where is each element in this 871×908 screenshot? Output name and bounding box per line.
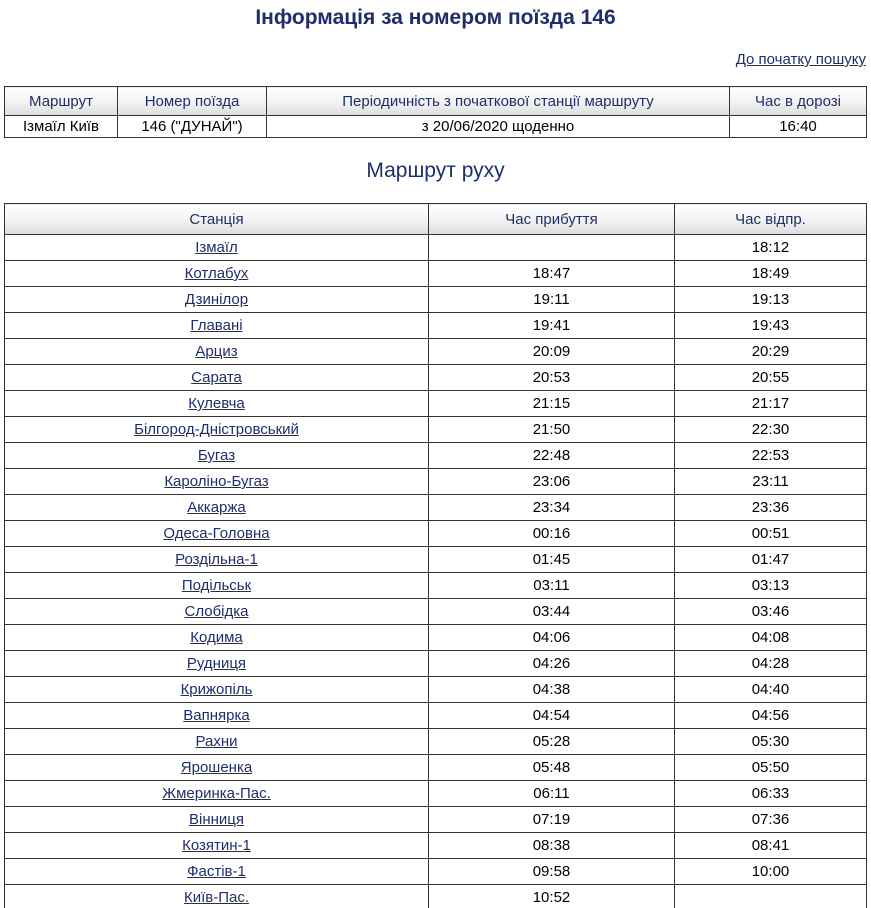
arrival-time-cell: 04:06	[429, 625, 675, 651]
route-header-row	[5, 204, 867, 235]
table-row	[5, 703, 867, 729]
departure-time-cell: 18:12	[675, 235, 867, 261]
station-link[interactable]: Слобідка	[184, 603, 249, 620]
arrival-time-cell: 05:48	[429, 755, 675, 781]
departure-time-cell: 05:50	[675, 755, 867, 781]
arrival-time-cell: 21:50	[429, 417, 675, 443]
station-cell	[5, 859, 429, 885]
table-row	[5, 339, 867, 365]
arrival-time-cell: 04:54	[429, 703, 675, 729]
arrival-time-cell: 07:19	[429, 807, 675, 833]
table-row	[5, 521, 867, 547]
station-cell	[5, 729, 429, 755]
station-link[interactable]: Білгород-Дністровський	[134, 421, 299, 438]
column-header-departure: Час відпр.	[675, 204, 867, 235]
table-row	[5, 625, 867, 651]
train-info-table	[4, 86, 867, 138]
table-row	[5, 807, 867, 833]
table-row	[5, 261, 867, 287]
station-cell	[5, 781, 429, 807]
arrival-time-cell: 18:47	[429, 261, 675, 287]
departure-time-cell: 04:56	[675, 703, 867, 729]
station-cell	[5, 235, 429, 261]
arrival-time-cell: 20:09	[429, 339, 675, 365]
station-link[interactable]: Одеса-Головна	[163, 525, 270, 542]
station-cell	[5, 287, 429, 313]
arrival-time-cell: 03:44	[429, 599, 675, 625]
station-link[interactable]: Жмеринка-Пас.	[162, 785, 271, 802]
station-cell	[5, 495, 429, 521]
station-link[interactable]: Крижопіль	[180, 681, 253, 698]
station-link[interactable]: Роздільна-1	[175, 551, 258, 568]
station-cell	[5, 703, 429, 729]
departure-time-cell: 22:30	[675, 417, 867, 443]
station-cell	[5, 807, 429, 833]
station-cell	[5, 469, 429, 495]
arrival-time-cell: 20:53	[429, 365, 675, 391]
table-row	[5, 833, 867, 859]
column-header-arrival: Час прибуття	[429, 204, 675, 235]
table-row	[5, 677, 867, 703]
station-link[interactable]: Фастів-1	[187, 863, 246, 880]
column-header-route: Маршрут	[5, 87, 118, 116]
station-cell	[5, 313, 429, 339]
station-cell	[5, 261, 429, 287]
station-link[interactable]: Київ-Пас.	[183, 889, 250, 906]
departure-time-cell: 04:08	[675, 625, 867, 651]
station-link[interactable]: Подільськ	[181, 577, 252, 594]
departure-time-cell: 19:43	[675, 313, 867, 339]
station-cell	[5, 339, 429, 365]
route-section-title: Маршрут руху	[366, 159, 505, 182]
page-title: Інформація за номером поїзда 146	[255, 6, 616, 29]
route-table	[4, 203, 867, 908]
arrival-time-cell	[429, 235, 675, 261]
station-cell	[5, 677, 429, 703]
departure-time-cell: 03:46	[675, 599, 867, 625]
departure-time-cell: 04:40	[675, 677, 867, 703]
arrival-time-cell: 10:52	[429, 885, 675, 908]
column-header-travel-time: Час в дорозі	[730, 87, 867, 116]
station-cell	[5, 443, 429, 469]
departure-time-cell: 10:00	[675, 859, 867, 885]
station-cell	[5, 833, 429, 859]
station-link[interactable]: Кулевча	[188, 395, 245, 412]
station-cell	[5, 547, 429, 573]
station-cell	[5, 573, 429, 599]
departure-time-cell: 04:28	[675, 651, 867, 677]
table-row	[5, 599, 867, 625]
table-row	[5, 651, 867, 677]
table-row	[5, 235, 867, 261]
station-cell	[5, 365, 429, 391]
table-row	[5, 547, 867, 573]
table-row	[5, 287, 867, 313]
departure-time-cell: 20:55	[675, 365, 867, 391]
table-row	[5, 755, 867, 781]
table-row	[5, 391, 867, 417]
station-cell	[5, 391, 429, 417]
station-cell	[5, 651, 429, 677]
station-link[interactable]: Ярошенка	[180, 759, 253, 776]
station-link[interactable]: Рахни	[195, 733, 238, 750]
column-header-train-number: Номер поїзда	[118, 87, 267, 116]
table-row	[5, 495, 867, 521]
arrival-time-cell: 08:38	[429, 833, 675, 859]
table-row	[5, 469, 867, 495]
departure-time-cell: 21:17	[675, 391, 867, 417]
arrival-time-cell: 23:34	[429, 495, 675, 521]
station-link[interactable]: Рудниця	[186, 655, 247, 672]
periodicity-value: з 20/06/2020 щоденно	[267, 116, 730, 138]
train-number-value: 146 ("ДУНАЙ")	[118, 116, 267, 138]
arrival-time-cell: 04:26	[429, 651, 675, 677]
train-info-header-row	[5, 87, 867, 116]
departure-time-cell: 20:29	[675, 339, 867, 365]
station-link[interactable]: Ізмаїл	[195, 239, 238, 256]
departure-time-cell: 23:11	[675, 469, 867, 495]
arrival-time-cell: 05:28	[429, 729, 675, 755]
departure-time-cell: 03:13	[675, 573, 867, 599]
arrival-time-cell: 23:06	[429, 469, 675, 495]
back-to-search-link[interactable]: До початку пошуку	[735, 51, 866, 68]
arrival-time-cell: 06:11	[429, 781, 675, 807]
arrival-time-cell: 00:16	[429, 521, 675, 547]
departure-time-cell: 22:53	[675, 443, 867, 469]
departure-time-cell: 01:47	[675, 547, 867, 573]
station-cell	[5, 417, 429, 443]
arrival-time-cell: 03:11	[429, 573, 675, 599]
table-row	[5, 443, 867, 469]
table-row	[5, 729, 867, 755]
table-row	[5, 573, 867, 599]
station-cell	[5, 521, 429, 547]
station-cell	[5, 755, 429, 781]
table-row	[5, 417, 867, 443]
travel-time-value: 16:40	[730, 116, 867, 138]
station-link[interactable]: Вапнярка	[183, 707, 250, 724]
table-row	[5, 313, 867, 339]
station-link[interactable]: Кодима	[190, 629, 243, 646]
arrival-time-cell: 21:15	[429, 391, 675, 417]
station-link[interactable]: Котлабух	[184, 265, 249, 282]
departure-time-cell: 19:13	[675, 287, 867, 313]
departure-time-cell: 18:49	[675, 261, 867, 287]
arrival-time-cell: 09:58	[429, 859, 675, 885]
departure-time-cell: 07:36	[675, 807, 867, 833]
route-table-body	[5, 235, 867, 908]
departure-time-cell: 00:51	[675, 521, 867, 547]
column-header-station: Станція	[5, 204, 429, 235]
table-row	[5, 781, 867, 807]
departure-time-cell: 05:30	[675, 729, 867, 755]
station-cell	[5, 625, 429, 651]
station-link[interactable]: Вінниця	[189, 811, 244, 828]
station-link[interactable]: Аккаржа	[187, 499, 246, 516]
arrival-time-cell: 01:45	[429, 547, 675, 573]
station-link[interactable]: Арциз	[195, 343, 238, 360]
departure-time-cell: 23:36	[675, 495, 867, 521]
route-value: Ізмаїл Київ	[5, 116, 118, 138]
station-link[interactable]: Дзинілор	[184, 291, 249, 308]
departure-time-cell	[675, 885, 867, 908]
station-cell	[5, 599, 429, 625]
arrival-time-cell: 22:48	[429, 443, 675, 469]
table-row	[5, 365, 867, 391]
departure-time-cell: 08:41	[675, 833, 867, 859]
station-link[interactable]: Главані	[190, 317, 243, 334]
station-link[interactable]: Бугаз	[197, 447, 236, 464]
table-row	[5, 885, 867, 908]
station-link[interactable]: Кароліно-Бугаз	[164, 473, 269, 490]
departure-time-cell: 06:33	[675, 781, 867, 807]
arrival-time-cell: 19:41	[429, 313, 675, 339]
arrival-time-cell: 19:11	[429, 287, 675, 313]
train-info-row	[5, 116, 867, 138]
arrival-time-cell: 04:38	[429, 677, 675, 703]
station-link[interactable]: Козятин-1	[182, 837, 251, 854]
station-cell	[5, 885, 429, 908]
table-row	[5, 859, 867, 885]
column-header-periodicity: Періодичність з початкової станції маршруту	[267, 87, 730, 116]
station-link[interactable]: Сарата	[191, 369, 242, 386]
